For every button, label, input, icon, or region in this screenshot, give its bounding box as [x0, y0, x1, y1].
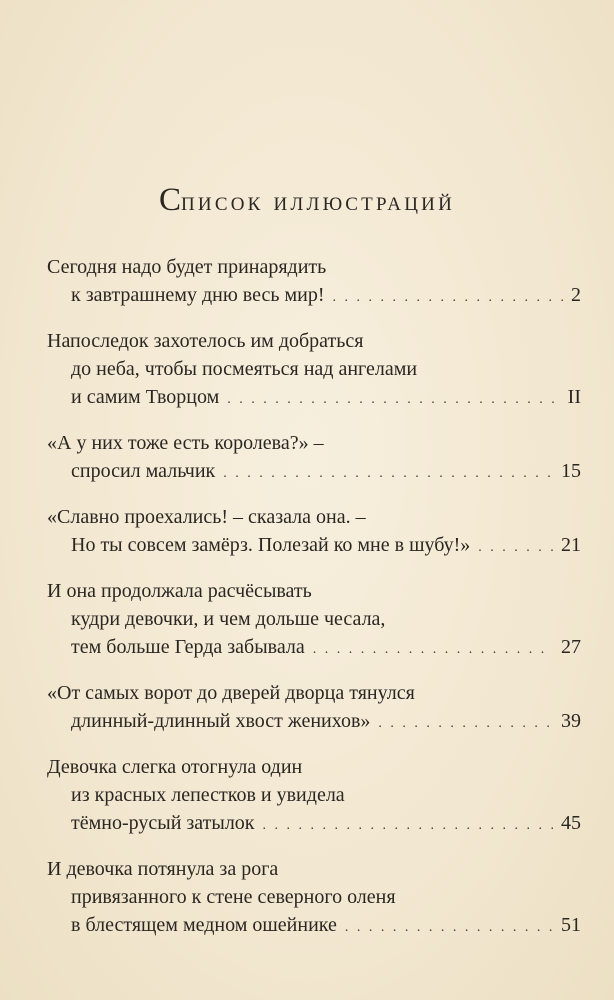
entry-line: «Славно проехались! – сказала она. –: [47, 506, 366, 528]
entry-line: привязанного к стене северного оленя: [71, 886, 396, 908]
entry-last-line: [47, 809, 581, 840]
illustrations-list: [47, 253, 581, 957]
entry-last-line: [47, 281, 581, 312]
entry-text: тёмно-русый затылок: [71, 812, 255, 834]
title-text: писок иллюстраций: [181, 186, 455, 216]
page-number: II: [567, 386, 581, 408]
entry-text: спросил мальчик: [71, 460, 216, 482]
list-item: [47, 503, 581, 562]
entry-line: из красных лепестков и увидела: [71, 784, 345, 806]
page-number: 2: [571, 284, 581, 306]
entry-text: Но ты совсем замёрз. Полезай ко мне в шубу!»: [71, 534, 471, 556]
page-number: 27: [561, 636, 581, 658]
leader-dots: [263, 812, 553, 840]
entry-line: Сегодня надо будет принарядить: [47, 256, 327, 278]
list-item: [47, 679, 581, 738]
entry-line: Напоследок захотелось им добраться: [47, 330, 364, 352]
leader-dots: [223, 460, 553, 488]
entry-line: «От самых ворот до дверей дворца тянулся: [47, 682, 415, 704]
page-number: 51: [561, 914, 581, 936]
entry-line: кудри девочки, и чем дольше чесала,: [71, 608, 386, 630]
entry-last-line: [47, 457, 581, 488]
entry-last-line: [47, 531, 581, 562]
entry-line: И она продолжала расчёсывать: [47, 580, 312, 602]
page-number: 21: [561, 534, 581, 556]
leader-dots: [332, 284, 563, 312]
list-item: [47, 429, 581, 488]
leader-dots: [478, 534, 553, 562]
entry-text: длинный-длинный хвост женихов»: [71, 710, 371, 732]
list-item: [47, 855, 581, 942]
title-initial: С: [159, 182, 182, 218]
leader-dots: [227, 386, 559, 414]
list-item: [47, 253, 581, 312]
page-title: [0, 182, 614, 219]
entry-line: до неба, чтобы посмеяться над ангелами: [71, 358, 418, 380]
list-item: [47, 753, 581, 840]
entry-line: «А у них тоже есть королева?» –: [47, 432, 324, 454]
entry-line: Девочка слегка отогнула один: [47, 756, 303, 778]
list-item: [47, 577, 581, 664]
entry-text: к завтрашнему дню весь мир!: [71, 284, 325, 306]
list-item: [47, 327, 581, 414]
leader-dots: [313, 636, 553, 664]
leader-dots: [378, 710, 553, 738]
entry-text: и самим Творцом: [71, 386, 220, 408]
entry-last-line: [47, 383, 581, 414]
page-number: 45: [561, 812, 581, 834]
entry-last-line: [47, 707, 581, 738]
entry-last-line: [47, 911, 581, 942]
entry-text: в блестящем медном ошейнике: [71, 914, 337, 936]
leader-dots: [345, 914, 553, 942]
entry-line: И девочка потянула за рога: [47, 858, 279, 880]
entry-text: тем больше Герда забывала: [71, 636, 305, 658]
entry-last-line: [47, 633, 581, 664]
page-number: 39: [561, 710, 581, 732]
page-number: 15: [561, 460, 581, 482]
